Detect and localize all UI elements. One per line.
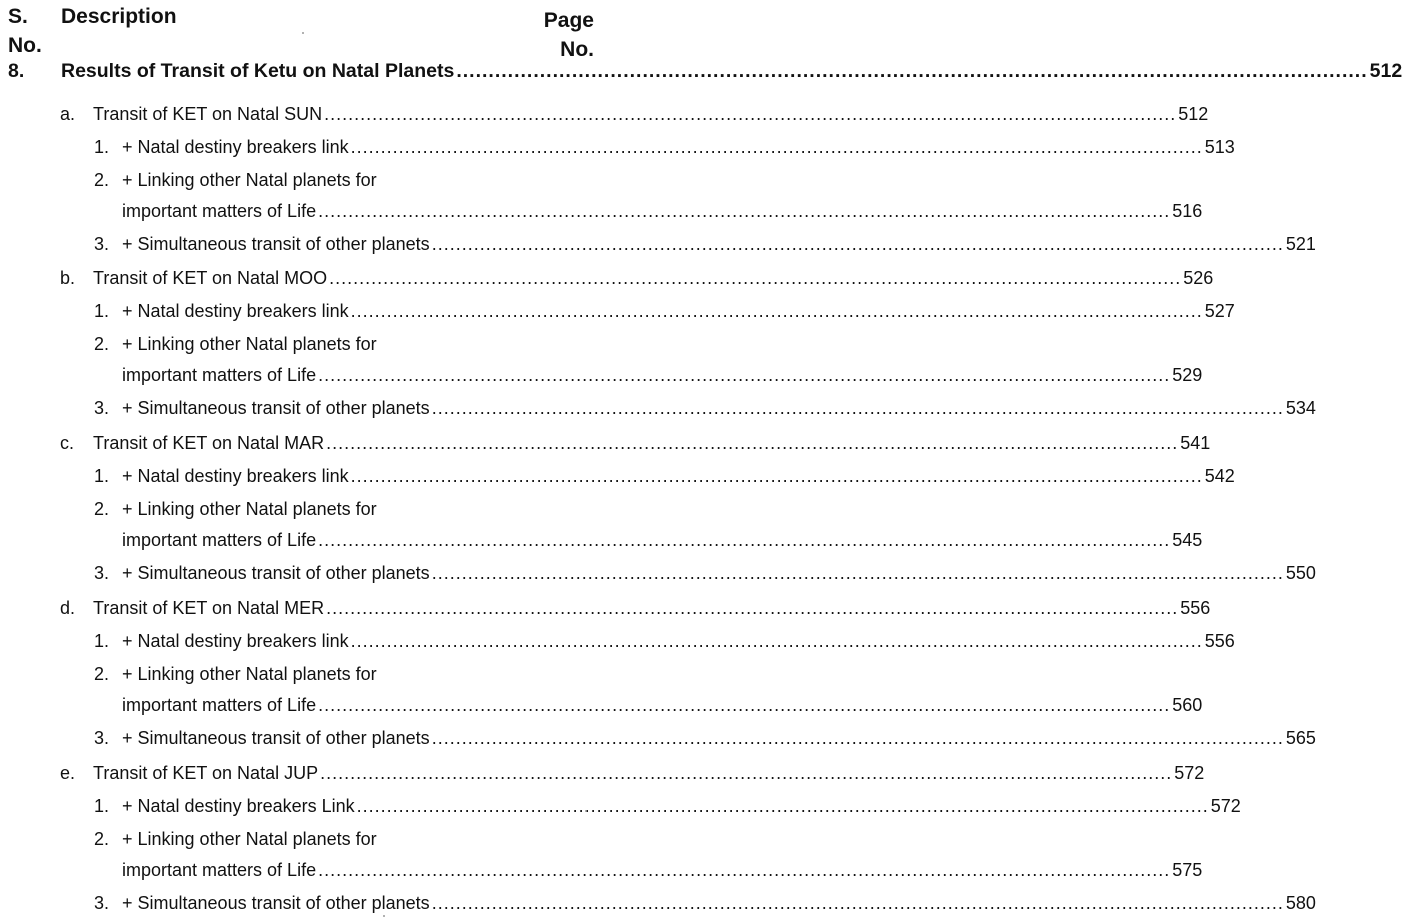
- section-b: [0, 264, 1316, 428]
- dot-leader: [326, 433, 1178, 454]
- section-c: [0, 429, 1316, 593]
- item-row: [122, 728, 1316, 749]
- item-text-line1: + Linking other Natal planets for: [122, 334, 377, 354]
- list-item[interactable]: [0, 725, 1316, 758]
- section-row: [93, 433, 1211, 454]
- item-row: [122, 695, 1203, 716]
- list-item[interactable]: [0, 890, 1316, 923]
- item-page: 575: [1172, 860, 1203, 880]
- dot-leader: [318, 695, 1170, 716]
- section-page: 512: [1178, 104, 1209, 124]
- item-row: [122, 893, 1316, 914]
- item-row: [122, 234, 1316, 255]
- item-row: [122, 137, 1235, 158]
- dot-leader: [432, 893, 1284, 914]
- section-e: [0, 759, 1316, 923]
- section-letter: b.: [60, 268, 76, 288]
- section-heading[interactable]: [0, 264, 1214, 298]
- dot-leader: [318, 530, 1170, 551]
- dot-leader: [324, 104, 1176, 125]
- list-item[interactable]: [0, 231, 1316, 264]
- item-text: important matters of Life: [122, 530, 317, 550]
- list-item[interactable]: [0, 167, 1203, 231]
- dot-leader: [318, 860, 1170, 881]
- dot-leader: [318, 365, 1170, 386]
- dot-leader: [432, 563, 1284, 584]
- item-row: [122, 201, 1203, 222]
- item-text: + Simultaneous transit of other planets: [122, 398, 430, 418]
- dot-leader: [432, 728, 1284, 749]
- section-row: [93, 598, 1211, 619]
- section-title: Transit of KET on Natal MAR: [93, 433, 325, 453]
- item-row: [122, 631, 1235, 652]
- item-number: 1.: [94, 631, 110, 651]
- section-page: 572: [1174, 763, 1205, 783]
- section-d: [0, 594, 1316, 758]
- dot-leader: [351, 301, 1203, 322]
- item-row: [122, 301, 1235, 322]
- dot-leader: [329, 268, 1181, 289]
- section-title: Transit of KET on Natal JUP: [93, 763, 319, 783]
- dot-leader: [351, 631, 1203, 652]
- section-a: [0, 100, 1316, 264]
- item-row: [122, 530, 1203, 551]
- item-number: 3.: [94, 893, 110, 913]
- item-page: 550: [1285, 563, 1316, 583]
- item-page: 556: [1204, 631, 1235, 651]
- item-row: [122, 365, 1203, 386]
- dot-leader: [318, 201, 1170, 222]
- dot-leader: [351, 137, 1203, 158]
- item-text-line1: + Linking other Natal planets for: [122, 499, 377, 519]
- section-heading[interactable]: [0, 759, 1205, 793]
- item-page: 521: [1285, 234, 1316, 254]
- section-row: [93, 104, 1209, 125]
- chapter-title: Results of Transit of Ketu on Natal Planets: [61, 60, 455, 82]
- item-number: 2.: [94, 334, 110, 354]
- section-letter: c.: [60, 433, 75, 453]
- item-text: important matters of Life: [122, 860, 317, 880]
- list-item[interactable]: [0, 298, 1235, 331]
- dot-leader: [432, 398, 1284, 419]
- item-text: + Natal destiny breakers Link: [122, 796, 355, 816]
- dot-leader: [456, 60, 1367, 83]
- section-heading[interactable]: [0, 429, 1211, 463]
- item-number: 2.: [94, 499, 110, 519]
- section-letter: e.: [60, 763, 76, 783]
- section-page: 541: [1180, 433, 1211, 453]
- item-text-line1: + Linking other Natal planets for: [122, 664, 377, 684]
- item-text: important matters of Life: [122, 365, 317, 385]
- section-title: Transit of KET on Natal SUN: [93, 104, 323, 124]
- section-heading[interactable]: [0, 100, 1209, 134]
- scan-speck: [585, 810, 587, 812]
- item-number: 1.: [94, 796, 110, 816]
- list-item[interactable]: [0, 463, 1235, 496]
- item-text: important matters of Life: [122, 201, 317, 221]
- item-page: 565: [1285, 728, 1316, 748]
- item-text: + Simultaneous transit of other planets: [122, 728, 430, 748]
- item-text: + Natal destiny breakers link: [122, 301, 349, 321]
- list-item[interactable]: [0, 661, 1203, 725]
- list-item[interactable]: [0, 628, 1235, 661]
- item-row: [122, 563, 1316, 584]
- item-row: [122, 398, 1316, 419]
- item-number: 3.: [94, 563, 110, 583]
- item-number: 1.: [94, 466, 110, 486]
- item-text-line1: + Linking other Natal planets for: [122, 170, 377, 190]
- chapter-number: 8.: [8, 60, 25, 82]
- section-page: 556: [1180, 598, 1211, 618]
- dot-leader: [432, 234, 1284, 255]
- item-text: + Simultaneous transit of other planets: [122, 563, 430, 583]
- section-title: Transit of KET on Natal MOO: [93, 268, 328, 288]
- item-text: + Natal destiny breakers link: [122, 137, 349, 157]
- item-page: 534: [1285, 398, 1316, 418]
- item-number: 1.: [94, 137, 110, 157]
- item-number: 3.: [94, 398, 110, 418]
- list-item[interactable]: [0, 331, 1203, 395]
- item-page: 527: [1204, 301, 1235, 321]
- item-page: 545: [1172, 530, 1203, 550]
- chapter-row: [61, 60, 1402, 83]
- item-page: 560: [1172, 695, 1203, 715]
- dot-leader: [320, 763, 1172, 784]
- header-page-number: Page No.: [543, 9, 594, 61]
- item-text-line1: + Linking other Natal planets for: [122, 829, 377, 849]
- item-number: 3.: [94, 234, 110, 254]
- chapter-entry[interactable]: [8, 60, 1402, 90]
- list-item[interactable]: [0, 134, 1235, 167]
- item-page: 516: [1172, 201, 1203, 221]
- header-serial-number: S. No.: [8, 5, 42, 57]
- list-item[interactable]: [0, 826, 1203, 890]
- item-row: [122, 466, 1235, 487]
- chapter-page: 512: [1369, 60, 1402, 82]
- scan-speck: [383, 915, 385, 917]
- list-item[interactable]: [0, 560, 1316, 593]
- item-text: + Simultaneous transit of other planets: [122, 234, 430, 254]
- item-number: 3.: [94, 728, 110, 748]
- section-page: 526: [1183, 268, 1214, 288]
- item-number: 1.: [94, 301, 110, 321]
- item-row: [122, 796, 1241, 817]
- list-item[interactable]: [0, 496, 1203, 560]
- item-page: 513: [1204, 137, 1235, 157]
- item-text: + Simultaneous transit of other planets: [122, 893, 430, 913]
- section-letter: a.: [60, 104, 76, 124]
- header-description: Description: [61, 5, 177, 28]
- section-letter: d.: [60, 598, 76, 618]
- list-item[interactable]: [0, 395, 1316, 428]
- dot-leader: [357, 796, 1209, 817]
- item-text: + Natal destiny breakers link: [122, 466, 349, 486]
- item-number: 2.: [94, 170, 110, 190]
- scan-speck: [302, 32, 304, 34]
- section-heading[interactable]: [0, 594, 1211, 628]
- section-row: [93, 268, 1214, 289]
- item-page: 542: [1204, 466, 1235, 486]
- list-item[interactable]: [0, 793, 1241, 826]
- dot-leader: [326, 598, 1178, 619]
- item-number: 2.: [94, 829, 110, 849]
- item-text: important matters of Life: [122, 695, 317, 715]
- dot-leader: [351, 466, 1203, 487]
- item-page: 580: [1285, 893, 1316, 913]
- section-title: Transit of KET on Natal MER: [93, 598, 325, 618]
- section-row: [93, 763, 1205, 784]
- item-text: + Natal destiny breakers link: [122, 631, 349, 651]
- item-number: 2.: [94, 664, 110, 684]
- item-row: [122, 860, 1203, 881]
- item-page: 529: [1172, 365, 1203, 385]
- item-page: 572: [1210, 796, 1241, 816]
